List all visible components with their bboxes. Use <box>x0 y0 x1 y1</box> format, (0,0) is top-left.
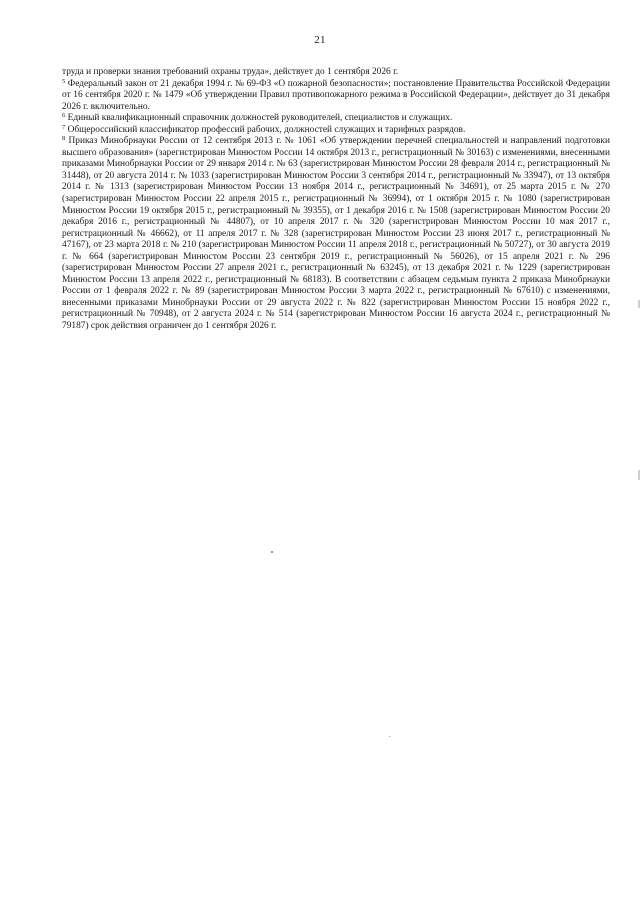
footnote-6 <box>62 113 610 125</box>
footnote-marker: 8 <box>62 135 66 143</box>
footnote-8 <box>62 136 610 332</box>
continuation-text: труда и проверки знания требований охраны труда», действует до 1 сентября 2026 г. <box>62 67 399 77</box>
page-number: 21 <box>314 34 326 46</box>
footnote-marker: 6 <box>62 112 66 120</box>
scan-speck <box>389 736 390 737</box>
footnote-marker: 7 <box>62 123 66 131</box>
footnote-marker: 5 <box>62 77 66 85</box>
scan-speck <box>271 551 273 553</box>
footnote-text: Общероссийский классификатор профессий рабочих, должностей служащих и тарифных разрядов. <box>67 124 466 135</box>
footnote-text: Единый квалификационный справочник должностей руководителей, специалистов и служащих. <box>67 113 453 124</box>
footnotes-block <box>62 67 610 333</box>
footnote-5 <box>62 79 610 114</box>
footnote-text: Приказ Минобрнауки России от 12 сентября 2013 г. № 1061 «Об утверждении перечней специальностей и направлений подготовки высшего образования» (зарегистрирован Минюстом России 14 октября 2013 г., регистрационный № 30163) с изменениями, внесенными приказами Минобрнауки России от 29 января 2014 г. № 63 (зарегистрирован Минюстом России 28 февраля 2014 г., регистрационный № 31448), от 20 августа 2014 г. № 1033 (зарегистрирован Минюстом России 3 сентября 2014 г., регистрационный № 33947), от 13 октября 2014 г. № 1313 (зарегистрирован Минюстом России 13 ноября 2014 г., регистрационный № 34691), от 25 марта 2015 г. № 270 (зарегистрирован Минюстом России 22 апреля 2015 г., регистрационный № 36994), от 1 октября 2015 г. № 1080 (зарегистрирован Минюстом России 19 октября 2015 г., регистрационный № 39355), от 1 декабря 2016 г. № 1508 (зарегистрирован Минюстом России 20 декабря 2016 г., регистрационный № 44807), от 10 апреля 2017 г. № 320 (зарегистрирован Минюстом России 10 мая 2017 г., регистрационный № 46662), от 11 апреля 2017 г. № 328 (зарегистрирован Минюстом России 23 июня 2017 г., регистрационный № 47167), от 23 марта 2018 г. № 210 (зарегистрирован Минюстом России 11 апреля 2018 г., регистрационный № 50727), от 30 августа 2019 г. № 664 (зарегистрирован Минюстом России 23 сентября 2019 г., регистрационный № 56026), от 15 апреля 2021 г. № 296 (зарегистрирован Минюстом России 27 апреля 2021 г., регистрационный № 63245), от 13 декабря 2021 г. № 1229 (зарегистрирован Минюстом России 13 апреля 2022 г., регистрационный № 68183). В соответствии с абзацем седьмым пункта 2 приказа Минобрнауки России от 1 февраля 2022 г. № 89 (зарегистрирован Минюстом России 3 марта 2022 г., регистрационный № 67610) с изменениями, внесенными приказами Минобрнауки России от 29 августа 2022 г. № 822 (зарегистрирован Минюстом России 15 ноября 2022 г., регистрационный № 70948), от 2 августа 2024 г. № 514 (зарегистрирован Минюстом России 16 августа 2024 г., регистрационный № 79187) срок действия ограничен до 1 сентября 2026 г. <box>62 136 610 332</box>
footnote-7 <box>62 125 610 137</box>
footnote-text: Федеральный закон от 21 декабря 1994 г. № 69-ФЗ «О пожарной безопасности»; постановление Правительства Российской Федерации от 16 сентября 2020 г. № 1479 «Об утверждении Правил противопожарного режима в Российской Федерации», действует до 31 декабря 2026 г. включительно. <box>62 78 611 112</box>
